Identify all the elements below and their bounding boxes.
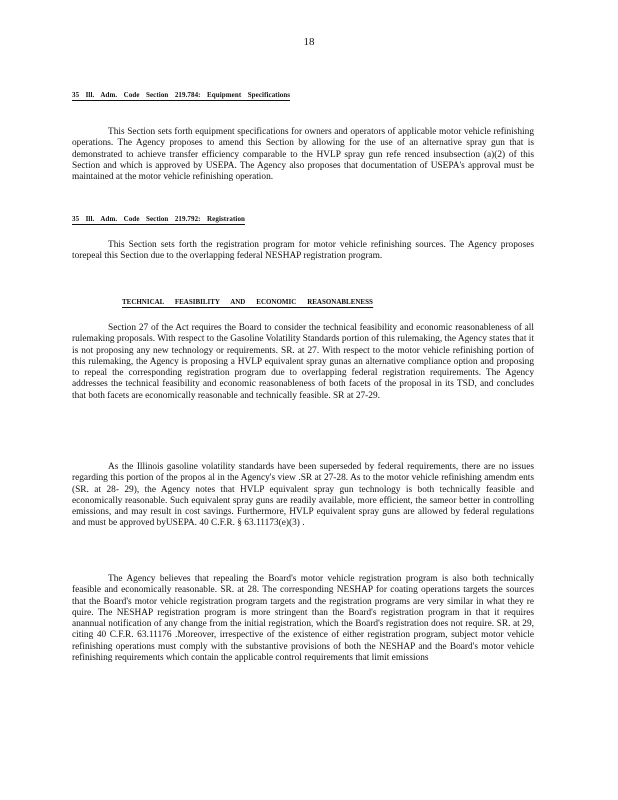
- paragraph-repeal: [72, 574, 534, 664]
- page-number: 18: [303, 36, 315, 48]
- paragraph-text: This Section sets forth equipment specifications for owners and operators of applicable motor vehicle refinishing operations. The Agency proposes to amend this Section by allowing for the use of an alternative spray gun that is demonstrated to achieve transfer efficiency comparable to the HVLP spray gun refe renced insubsection (a)(2) of this Section and which is approved by USEPA. The Agency also proposes that documentation of USEPA's approval must be maintained at the motor vehicle refinishing operation.: [72, 127, 534, 183]
- section-heading-technical: TECHNICAL FEASIBILITY AND ECONOMIC REASONABLENESS: [122, 297, 373, 306]
- section-heading-registration: 35 Ill. Adm. Code Section 219.792: Registration: [72, 214, 246, 223]
- section-heading-equipment: 35 Ill. Adm. Code Section 219.784: Equipment Specifications: [72, 90, 291, 99]
- paragraph-text: This Section sets forth the registration program for motor vehicle refinishing sources. The Agency proposes torepeal this Section due to the overlapping federal NESHAP registration program.: [72, 240, 534, 262]
- paragraph-gasoline: [72, 462, 534, 530]
- paragraph-equipment: [72, 127, 534, 183]
- paragraph-text: The Agency believes that repealing the Board's motor vehicle registration program is also both technically feasible and economically reasonable. SR. at 28. The corresponding NESHAP for coating operations targets the sources that the Board's motor vehicle registration program targets and the registration programs are very similar in what they re quire. The NESHAP registration program is more stringent than the Board's registration program in that it requires anannual notification of any change from the initial registration, which the Board's registration does not require. SR. at 29, citing 40 C.F.R. 63.11176 .Moreover, irrespective of the existence of either registration program, subject motor vehicle refinishing operations must comply with the substantive provisions of both the NESHAP and the Board's motor vehicle refinishing requirements which contain the applicable control requirements that limit emissions: [72, 574, 534, 664]
- paragraph-text: Section 27 of the Act requires the Board to consider the technical feasibility and economic reasonableness of all rulemaking proposals. With respect to the Gasoline Volatility Standards portion of this rulemaking, the Agency states that it is not proposing any new technology or requirements. SR. at 27. With respect to the motor vehicle refinishing portion of this rulemaking, the Agency is proposing a HVLP equivalent spray gunas an alternative compliance option and proposing to repeal the corresponding registration program due to overlapping federal registration requirements. The Agency addresses the technical feasibility and economic reasonableness of both facets of the proposal in its TSD, and concludes that both facets are economically reasonable and technically feasible. SR at 27-29.: [72, 323, 534, 401]
- paragraph-section-27: [72, 323, 534, 402]
- paragraph-registration: [72, 240, 534, 263]
- paragraph-text: As the Illinois gasoline volatility standards have been superseded by federal requirements, there are no issues regarding this portion of the propos al in the Agency's view .SR at 27-28. As to the motor vehicle refinishing amendm ents (SR. at 28- 29), the Agency notes that HVLP equivalent spray gun technology is both technically feasible and economically reasonable. Such equivalent spray guns are readily available, more efficient, the sameor better in controlling emissions, and may result in cost savings. Furthermore, HVLP equivalent spray guns are allowed by federal regulations and must be approved byUSEPA. 40 C.F.R. § 63.11173(e)(3) .: [72, 462, 534, 529]
